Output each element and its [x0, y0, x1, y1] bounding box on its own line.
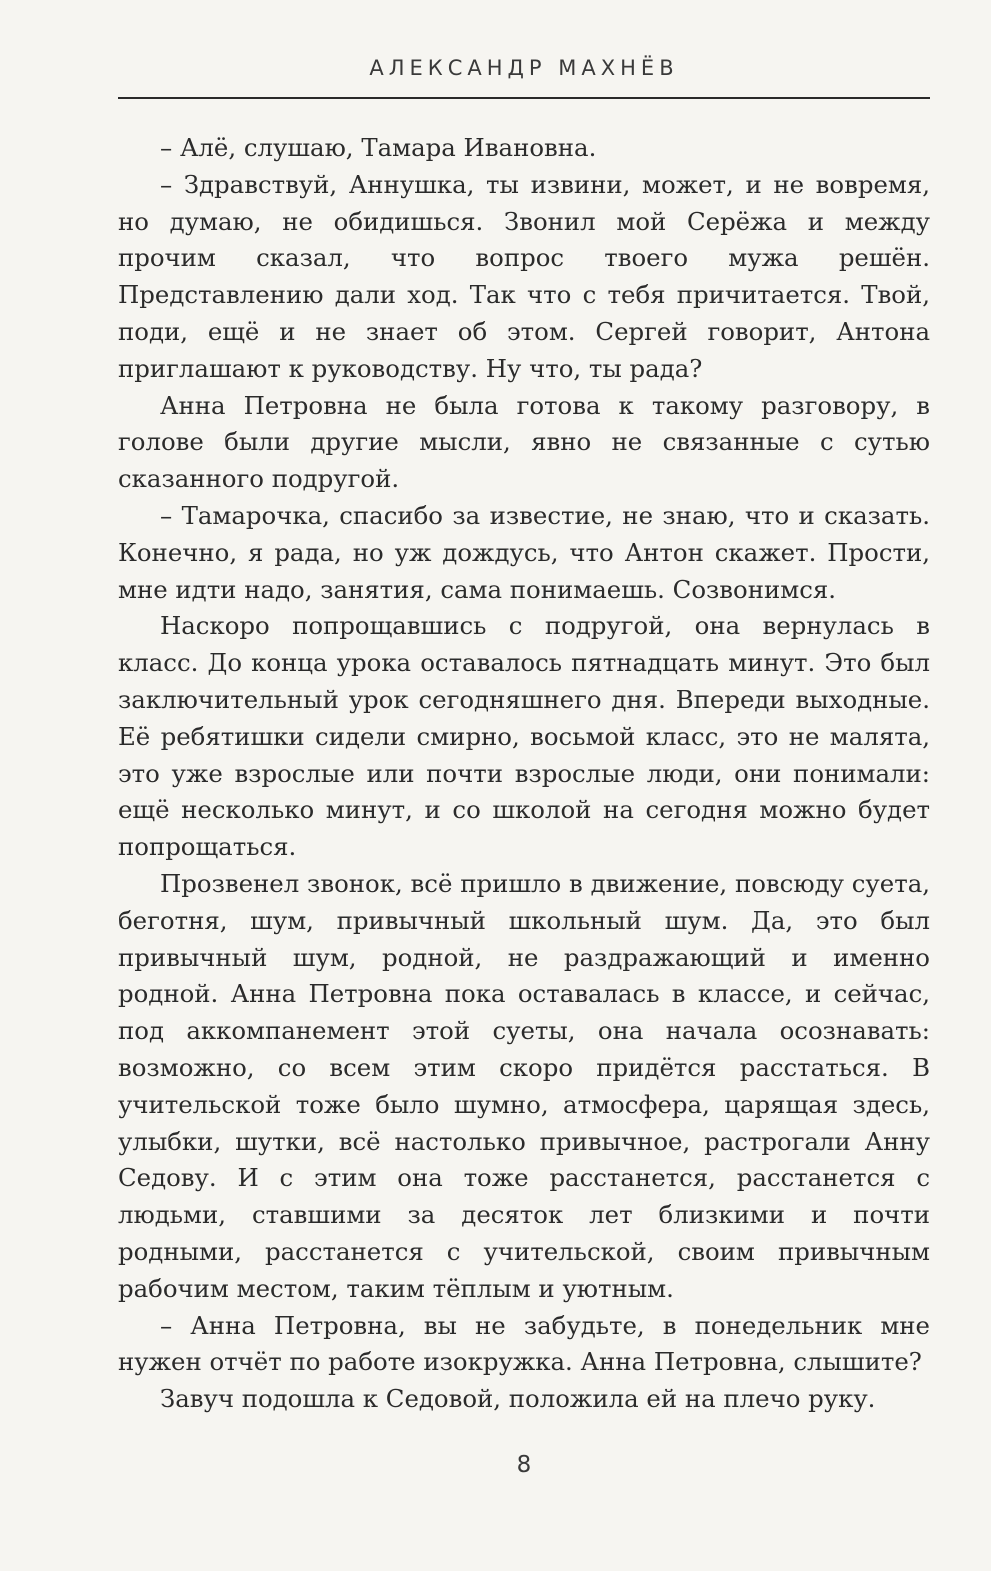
paragraph: Анна Петровна не была готова к такому разговору, в голове были другие мысли, явно не связанные с сутью сказанного подругой.	[118, 390, 930, 494]
paragraph: Завуч подошла к Седовой, положила ей на плечо руку.	[160, 1384, 876, 1414]
header-rule	[118, 97, 930, 99]
paragraph: – Тамарочка, спасибо за известие, не знаю, что и сказать. Конечно, я рада, но уж дождусь, что Антон скажет. Прости, мне идти надо, занятия, сама понимаешь. Созвонимся.	[118, 500, 930, 604]
running-head-author: АЛЕКСАНДР МАХНЁВ	[369, 56, 679, 80]
page-number: 8	[516, 1452, 532, 1478]
paragraph: – Здравствуй, Аннушка, ты извини, может, и не вовремя, но думаю, не обидишься. Звонил мой Серёжа и между прочим сказал, что вопрос твоего мужа решён. Представлению дали ход. Так что с тебя причитается. Твой, поди, ещё и не знает об этом. Сергей говорит, Антона приглашают к руководству. Ну что, ты рада?	[118, 169, 930, 383]
paragraph: – Анна Петровна, вы не забудьте, в понедельник мне нужен отчёт по работе изокружка. Анна Петровна, слышите?	[118, 1310, 930, 1377]
paragraph: – Алё, слушаю, Тамара Ивановна.	[160, 133, 597, 162]
body-text	[118, 130, 930, 1418]
paragraph: Наскоро попрощавшись с подругой, она вернулась в класс. До конца урока оставалось пятнадцать минут. Это был заключительный урок сегодняшнего дня. Впереди выходные. Её ребятишки сидели смирно, восьмой класс, это не малята, это уже взрослые или почти взрослые люди, они понимали: ещё несколько минут, и со школой на сегодня можно будет попрощаться.	[118, 611, 930, 862]
paragraph: Прозвенел звонок, всё пришло в движение, повсюду суета, беготня, шум, привычный школьный шум. Да, это был привычный шум, родной, не раздражающий и именно родной. Анна Петровна пока оставалась в классе, и сейчас, под аккомпанемент этой суеты, она начала осознавать: возможно, со всем этим скоро придётся расстаться. В учительской тоже было шумно, атмосфера, царящая здесь, улыбки, шутки, всё настолько привычное, растрогали Анну Седову. И с этим она тоже расстанется, расстанется с людьми, ставшими за десяток лет близкими и почти родными, расстанется с учительской, своим привычным рабочим местом, таким тёплым и уютным.	[118, 868, 930, 1303]
